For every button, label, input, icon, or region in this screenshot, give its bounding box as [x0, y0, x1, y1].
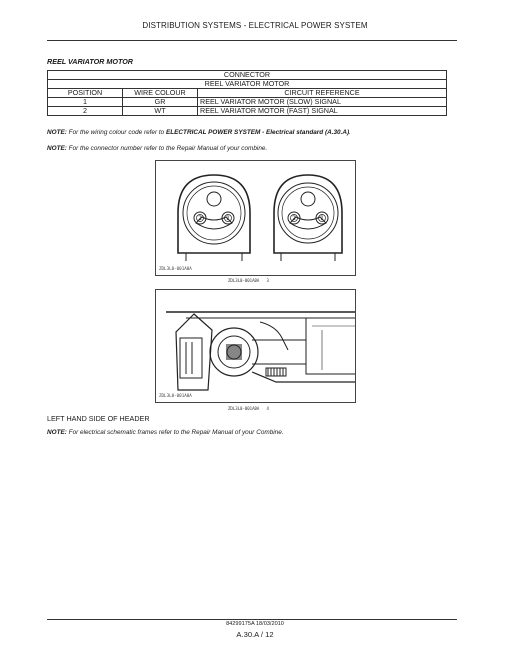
col-header-position: POSITION	[48, 89, 123, 98]
note-label: NOTE:	[47, 145, 67, 152]
cell-circuit-reference: REEL VARIATOR MOTOR (SLOW) SIGNAL	[198, 98, 447, 107]
figure-id: ZDL3L0-001A0A	[159, 266, 192, 271]
note-schematic-frames	[47, 429, 284, 436]
table-row	[48, 107, 447, 116]
table-title-connector: CONNECTOR	[48, 71, 447, 80]
cell-wire-colour: WT	[123, 107, 198, 116]
note-label: NOTE:	[47, 129, 67, 136]
figure-number: 3	[266, 278, 269, 283]
figure-number: 4	[266, 406, 269, 411]
figure-caption-code: ZDL3L0-001A0A	[228, 278, 260, 283]
cell-wire-colour: GR	[123, 98, 198, 107]
col-header-circuit-reference: CIRCUIT REFERENCE	[198, 89, 447, 98]
figure-caption-code: ZDL3L0-001A0A	[228, 406, 260, 411]
note-connector-number	[47, 145, 267, 152]
figure-header-left-side	[155, 289, 356, 403]
pin-label: 1	[320, 215, 324, 222]
footer-page-number: A.30.A / 12	[236, 630, 274, 639]
pin-label: 1	[226, 215, 230, 222]
section-title: REEL VARIATOR MOTOR	[47, 57, 133, 66]
figure-caption	[228, 278, 269, 283]
page-header-title: DISTRIBUTION SYSTEMS - ELECTRICAL POWER SYSTEM	[142, 21, 368, 30]
figure-caption	[228, 406, 269, 411]
cell-position: 1	[48, 98, 123, 107]
header-side-drawing	[156, 290, 355, 402]
cell-position: 2	[48, 107, 123, 116]
pin-label: 2	[292, 215, 296, 222]
footer-divider	[47, 619, 457, 620]
figure-connector-faces	[155, 160, 356, 276]
table-title-row	[48, 80, 447, 89]
note-wiring-colour	[47, 129, 351, 136]
cell-circuit-reference: REEL VARIATOR MOTOR (FAST) SIGNAL	[198, 107, 447, 116]
connector-table	[47, 70, 447, 116]
pin-label: 2	[198, 215, 202, 222]
connector-faces-drawing	[156, 161, 355, 275]
note-label: NOTE:	[47, 429, 67, 436]
note-text: For the connector number refer to the Repair Manual of your combine.	[66, 145, 268, 152]
note-text: For the wiring colour code refer to	[66, 129, 166, 136]
figure-id: ZDL3L0-001A0A	[159, 393, 192, 398]
col-header-wire-colour: WIRE COLOUR	[123, 89, 198, 98]
table-title-component: REEL VARIATOR MOTOR	[48, 80, 447, 89]
header-divider	[47, 40, 457, 41]
footer-doc-reference: 84299175A 18/03/2010	[226, 621, 284, 627]
note-end: .	[349, 129, 351, 136]
note-reference: ELECTRICAL POWER SYSTEM - Electrical standard (A.30.A)	[166, 129, 350, 136]
note-text: For electrical schematic frames refer to the Repair Manual of your Combine.	[66, 429, 284, 436]
figure-label: LEFT HAND SIDE OF HEADER	[47, 414, 150, 423]
